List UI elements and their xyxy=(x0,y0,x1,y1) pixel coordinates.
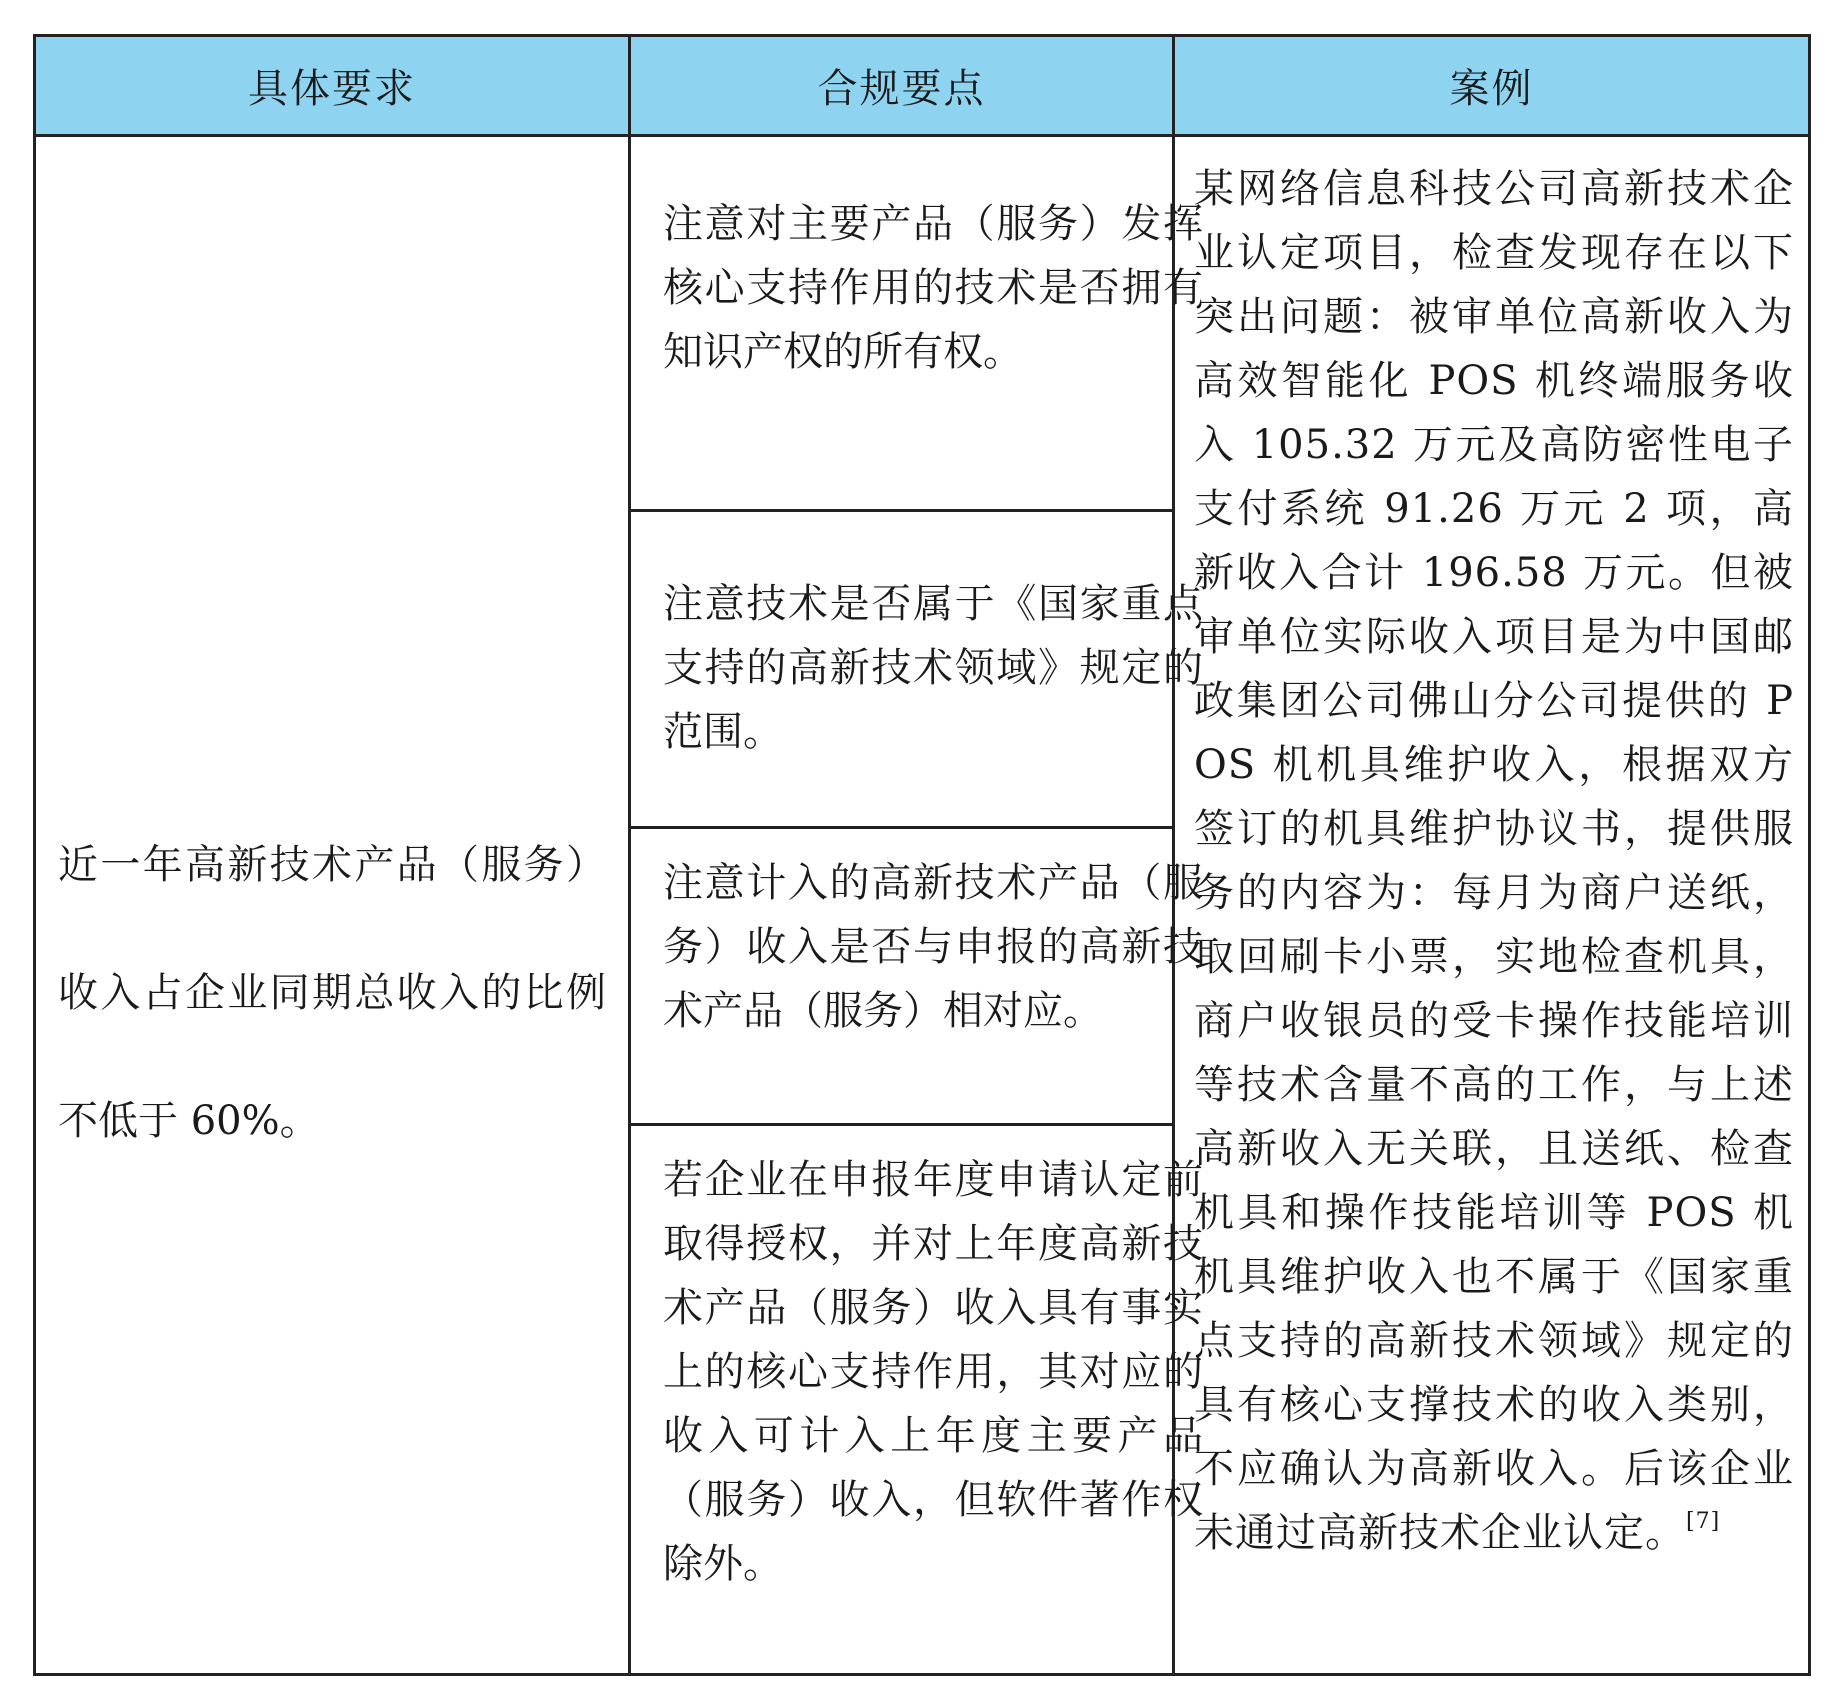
table-header-row xyxy=(36,37,1808,137)
case-body: 某网络信息科技公司高新技术企业认定项目，检查发现存在以下突出问题：被审单位高新收入为高效智能化 POS 机终端服务收入 105.32 万元及高防密性电子支付系统 91.26 万元 2 项，高新收入合计 196.58 万元。但被审单位实际收入项目是为中国邮政集团公司佛山分公司提供的 POS 机机具维护收入，根据双方签订的机具维护协议书，提供服务的内容为：每月为商户送纸，取回刷卡小票，实地检查机具，商户收银员的受卡操作技能培训等技术含量不高的工作，与上述高新收入无关联，且送纸、检查机具和操作技能培训等 POS 机机具维护收入也不属于《国家重点支持的高新技术领域》规定的具有核心支撑技术的收入类别，不应确认为高新收入。后该企业未通过高新技术企业认定。 xyxy=(1194,166,1794,1556)
row-divider xyxy=(631,509,1172,512)
case-text xyxy=(1194,157,1794,1565)
header-case: 案例 xyxy=(1449,66,1534,112)
compliance-table xyxy=(33,34,1811,1676)
header-requirement: 具体要求 xyxy=(248,66,416,112)
compliance-point-1: 注意对主要产品（服务）发挥核心支持作用的技术是否拥有知识产权的所有权。 xyxy=(663,201,1203,375)
row-divider xyxy=(631,826,1172,829)
column-divider xyxy=(628,37,631,1673)
case-citation: [7] xyxy=(1686,1509,1721,1534)
header-compliance: 合规要点 xyxy=(817,66,986,112)
compliance-point-3: 注意计入的高新技术产品（服务）收入是否与申报的高新技术产品（服务）相对应。 xyxy=(663,860,1203,1034)
compliance-point-2: 注意技术是否属于《国家重点支持的高新技术领域》规定的范围。 xyxy=(663,581,1203,755)
compliance-point-4: 若企业在申报年度申请认定前取得授权，并对上年度高新技术产品（服务）收入具有事实上的核心支持作用，其对应的收入可计入上年度主要产品（服务）收入，但软件著作权除外。 xyxy=(663,1157,1203,1587)
row-divider xyxy=(631,1123,1172,1126)
requirement-text: 近一年高新技术产品（服务）收入占企业同期总收入的比例不低于 60%。 xyxy=(58,842,606,1144)
